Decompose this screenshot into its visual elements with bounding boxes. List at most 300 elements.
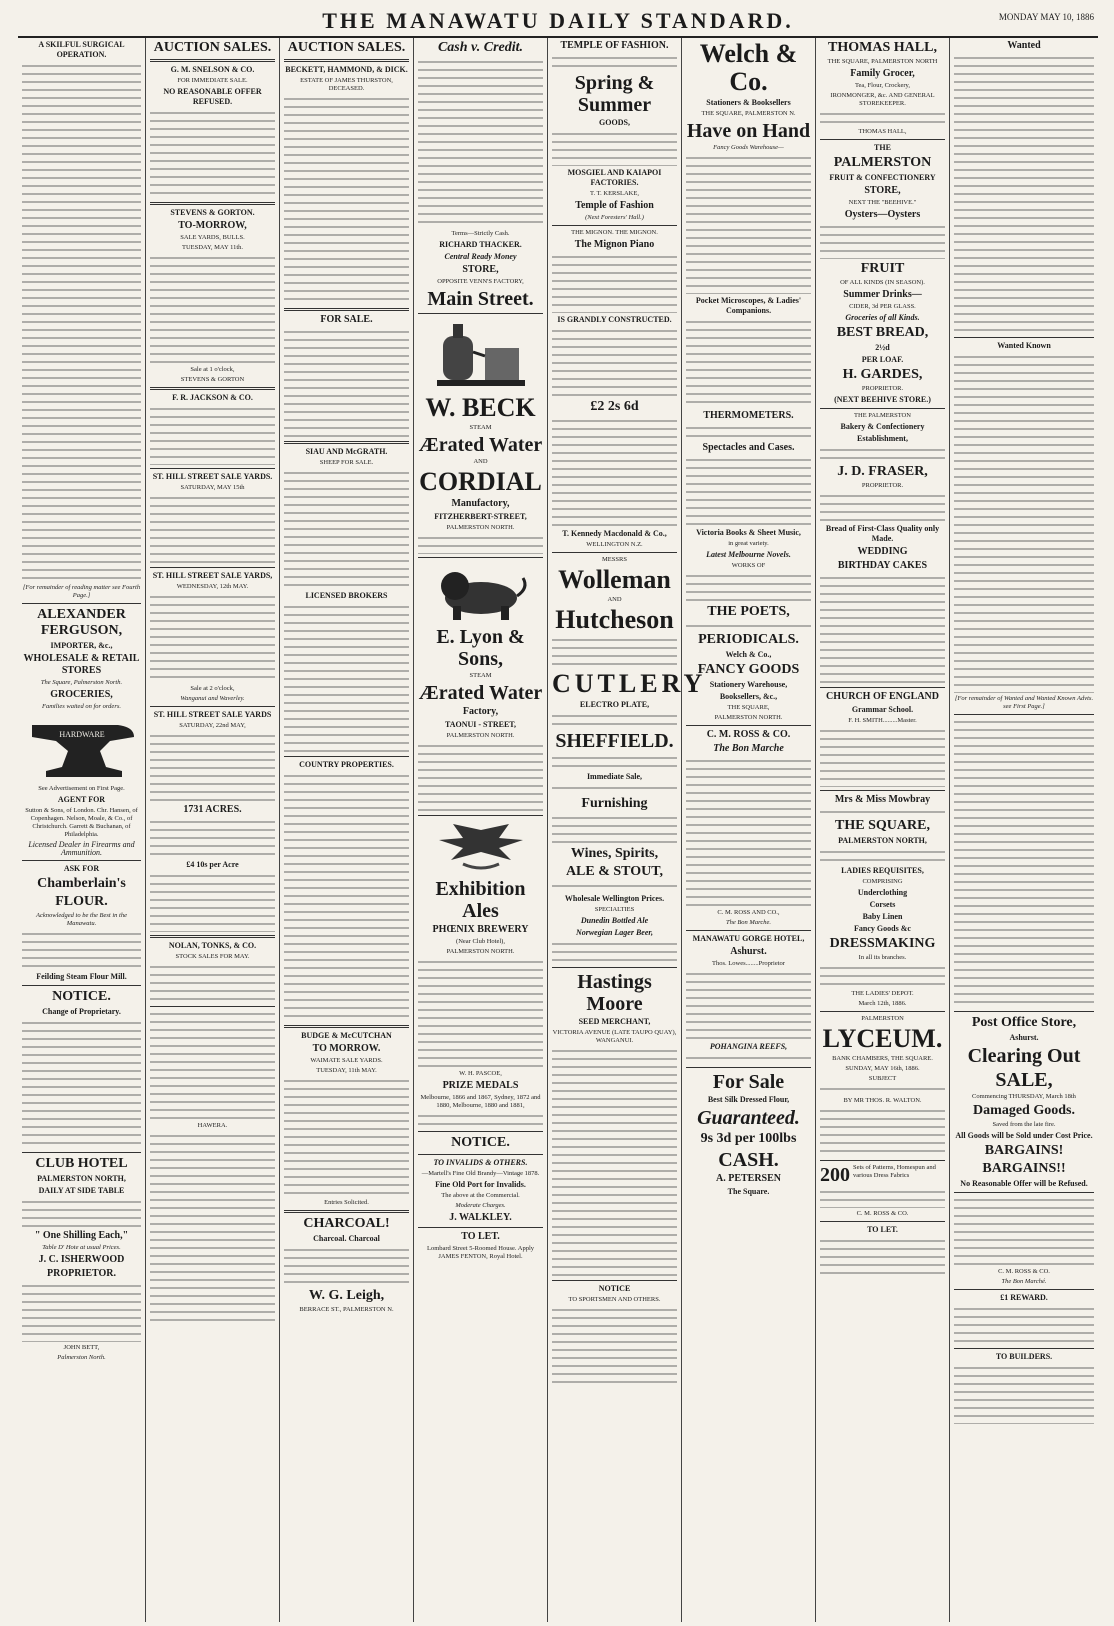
pocket-body-text [686, 318, 811, 408]
works-body-text [686, 572, 811, 602]
anvil-caption: See Advertisement on First Page. [38, 785, 125, 792]
cash-credit-body-text [418, 58, 543, 228]
specialties-body-text [552, 940, 677, 964]
beck-aerated: Ærated Water [418, 434, 543, 456]
pocket-microscopes: Pocket Microscopes, & Ladies' Companions. [695, 296, 802, 315]
ross-sets: C. M. ROSS & CO. [856, 1210, 909, 1217]
mowbray-square: THE SQUARE, [835, 818, 930, 833]
flour-heading: FLOUR. [55, 894, 108, 909]
to-builders: TO BUILDERS. [995, 1352, 1053, 1361]
stevens-gorton-heading: STEVENS & GORTON. [170, 208, 255, 217]
pohangina-body-text [686, 1054, 811, 1064]
tomorrow-heading: TO-MORROW, [178, 220, 247, 231]
wanted-body-text [954, 54, 1094, 334]
flour-sub: Acknowledged to be the Best in the Manawatu. [36, 912, 127, 927]
lyon-name: E. Lyon & Sons, [436, 626, 525, 670]
mignon-repeat: THE MIGNON. THE MIGNON. [571, 229, 658, 236]
furnishing-heading: Furnishing [581, 796, 648, 811]
damaged-goods: Damaged Goods. [973, 1103, 1075, 1118]
agent-list: Sutton & Sons, of London. Chr. Hansen, of Copenhagen. Nelson, Moale, & Co., of Christchurch. Garrett & Buchanan, of Philadelphia. [25, 807, 138, 838]
fancy-goods-warehouse: Fancy Goods Warehouse— [713, 144, 784, 151]
electro-body-text [552, 712, 677, 728]
spectacles-cases: Spectacles and Cases. [702, 442, 795, 453]
isherwood-name: J. C. ISHERWOOD [38, 1254, 125, 1265]
wanganui-waverley: Wanganui and Waverley. [180, 695, 245, 702]
stevens-signature: STEVENS & GORTON [180, 376, 245, 383]
norwegian-lager: Norwegian Lager Beer, [575, 928, 654, 937]
periodicals: PERIODICALS. [698, 632, 799, 647]
licensed-dealer: Licensed Dealer in Firearms and Ammunition. [28, 840, 135, 857]
wanted-known-heading: Wanted Known [997, 341, 1051, 350]
article-body-text [22, 62, 141, 582]
prize-body-text [418, 1112, 543, 1128]
chamberlain-name: Chamberlain's [37, 876, 126, 891]
ferguson-name: ALEXANDER FERGUSON, [37, 607, 126, 638]
st-hill-sale-yards-15: ST. HILL STREET SALE YARDS. [152, 472, 273, 481]
best-silk-flour: Best Silk Dressed Flour, [707, 1095, 790, 1104]
piano-body-text [552, 417, 677, 527]
saved-from-fire: Saved from the late fire. [992, 1121, 1056, 1128]
ask-for: ASK FOR [63, 864, 100, 873]
taonui-street: TAONUI - STREET, [444, 720, 517, 729]
announcements-body-text [954, 718, 1094, 1008]
budge-body-text [284, 1077, 409, 1197]
hall-square: THE SQUARE, PALMERSTON NORTH [827, 58, 938, 65]
the-heading: THE [874, 143, 891, 152]
fraser-proprietor: PROPRIETOR. [861, 482, 904, 489]
palmerston-heading: PALMERSTON [833, 155, 932, 170]
fruit-heading: FRUIT [860, 261, 905, 276]
budge-heading: BUDGE & McCUTCHAN [301, 1031, 392, 1040]
club-table: Table D' Hote at usual Prices. [42, 1244, 121, 1251]
sets-body-text [820, 1188, 945, 1208]
dressmaking: DRESSMAKING [829, 936, 936, 951]
thomas-hall-name: THOMAS HALL, [828, 40, 937, 55]
wines-spirits: Wines, Spirits, [570, 846, 659, 861]
bottom-address: Palmerston North. [57, 1354, 106, 1361]
grocer-sub: Tea, Flour, Crockery, [855, 82, 910, 89]
nolan-body-text [150, 963, 275, 1003]
fine-old-port: Fine Old Port for Invalids. [435, 1180, 526, 1189]
club-daily: DAILY AT SIDE TABLE [38, 1186, 125, 1195]
reward-body-text [954, 1305, 1094, 1345]
fitzherbert-street: FITZHERBERT-STREET, [434, 512, 527, 521]
for-sale-heading-2: For Sale [712, 1071, 785, 1093]
beck-steam: STEAM [469, 424, 492, 431]
wanted-known-body-text [954, 353, 1094, 693]
bon-marche: The Bon Marche [713, 743, 784, 754]
groceries-all-kinds: Groceries of all Kinds. [845, 313, 920, 322]
bakery-body-text [820, 446, 945, 462]
cash-heading: CASH. [718, 1149, 779, 1171]
welch-name-2: Welch & Co., [725, 650, 772, 659]
auction-sales-heading-2: AUCTION SALES. [287, 40, 406, 55]
gorge-body-text [686, 970, 811, 1040]
post-office-ashurst: Ashurst. [1009, 1033, 1039, 1042]
anvil-illustration [26, 715, 138, 781]
the-poets: THE POETS, [707, 604, 790, 619]
hall-body-text [820, 110, 945, 126]
siau-body-text-2 [284, 603, 409, 753]
thacker-name: RICHARD THACKER. [439, 240, 522, 249]
terms-cash: Terms—Strictly Cash. [451, 230, 510, 237]
wholesale-wellington: Wholesale Wellington Prices. [564, 894, 665, 903]
lyceum: LYCEUM. [822, 1024, 943, 1053]
to-invalids: TO INVALIDS & OTHERS. [433, 1158, 528, 1167]
ferguson-title: IMPORTER, &c., [50, 641, 113, 650]
goods-body-text [552, 130, 677, 166]
licensed-brokers: LICENSED BROKERS [305, 591, 388, 600]
temple-of-fashion-2: Temple of Fashion [575, 200, 654, 211]
welch-square: THE SQUARE, PALMERSTON N. [701, 110, 796, 117]
kerslake-name: T. T. KERSLAKE, [590, 190, 639, 197]
phoenix-bird-illustration [433, 820, 529, 874]
depot-date: March 12th, 1886. [858, 1000, 907, 1007]
booksellers: Booksellers, &c., [719, 692, 778, 701]
bargains-1: BARGAINS! [984, 1143, 1064, 1158]
masthead [18, 6, 1098, 38]
clearing-sale: SALE, [995, 1069, 1053, 1091]
lyon-pn: PALMERSTON NORTH. [446, 732, 515, 739]
sheffield-body-text [552, 754, 677, 770]
bon-marche-2: The Bon Marche. [725, 919, 772, 926]
fancy-goods-2: Fancy Goods &c [854, 924, 911, 933]
immediate-sale: Immediate Sale, [586, 772, 643, 781]
bread-first-class: Bread of First-Class Quality only Made. [825, 524, 940, 543]
stock-sales-may: STOCK SALES FOR MAY. [175, 953, 250, 960]
immediate-body-text [552, 784, 677, 794]
ladies-requisites: LADIES REQUISITES, [841, 866, 924, 875]
sets-count: 200 [820, 1164, 850, 1186]
dunedin-ale: Dunedin Bottled Ale [580, 916, 649, 925]
gorge-ashurst: Ashurst. [730, 946, 767, 957]
lyon-body-text [418, 742, 543, 812]
messrs: MESSRS [602, 556, 627, 563]
establishment: Establishment, [857, 434, 908, 443]
baby-linen: Baby Linen [862, 912, 903, 921]
grammar-body-text [820, 727, 945, 787]
isherwood-proprietor: PROPRIETOR. [47, 1268, 116, 1279]
pohangina-reefs: POHANGINA REEFS, [709, 1042, 788, 1051]
thermometers-body-text [686, 424, 811, 440]
ross-bottom: C. M. ROSS & CO. [998, 1268, 1050, 1275]
leigh-address: BERRACE ST., PALMERSTON N. [299, 1306, 394, 1313]
specialties: SPECIALTIES [594, 906, 635, 913]
poets-body-text [686, 622, 811, 630]
cakes-body-text [820, 574, 945, 684]
to-let-body-text [820, 1237, 945, 1277]
phoenix-body-text [418, 958, 543, 1068]
temple-of-fashion-heading: TEMPLE OF FASHION. [560, 40, 669, 51]
sets-text: Sets of Patterns, Homespun and various Dress Fabrics [853, 1164, 936, 1179]
grandly-constructed: IS GRANDLY CONSTRUCTED. [557, 315, 672, 324]
fruit-confectionery: FRUIT & CONFECTIONERY [829, 173, 936, 182]
bank-chambers: BANK CHAMBERS, THE SQUARE. [832, 1055, 933, 1062]
club-body-text [22, 1198, 141, 1228]
palmerston-3: PALMERSTON [861, 1015, 904, 1022]
lyon-aerated: Ærated Water [418, 682, 543, 704]
latest-novels: Latest Melbourne Novels. [706, 550, 791, 559]
groceries-sub: Families waited on for orders. [41, 703, 122, 710]
page-columns [18, 38, 1098, 1622]
newspaper-title: THE MANAWATU DAILY STANDARD. [322, 8, 794, 33]
to-let-heading: TO LET. [461, 1231, 500, 1242]
prize-list: Melbourne, 1866 and 1867, Sydney, 1872 and 1880, Melbourne, 1880 and 1881, [420, 1094, 541, 1109]
seed-merchant: SEED MERCHANT, [578, 1017, 651, 1026]
in-all-branches: In all its branches. [858, 954, 907, 961]
change-of-proprietary: Change of Proprietary. [42, 1007, 121, 1016]
country-body-text [284, 772, 409, 1022]
sheep-for-sale: SHEEP FOR SALE. [319, 459, 374, 466]
kennedy-wellington: WELLINGTON N.Z. [586, 541, 643, 548]
bakery: Bakery & Confectionery [840, 422, 925, 431]
acres-body-text-2 [150, 872, 275, 932]
post-office-store: Post Office Store, [971, 1015, 1077, 1030]
wednesday-12: WEDNESDAY, 12th MAY. [176, 583, 249, 590]
for-immediate-sale: FOR IMMEDIATE SALE. [177, 77, 248, 84]
beckett-heading: BECKETT, HAMMOND, & DICK. [285, 65, 408, 74]
to-sportsmen: TO SPORTSMEN AND OTHERS. [568, 1296, 661, 1303]
smith-master: F. H. SMITH.........Master. [848, 717, 917, 724]
hastings-body-text [552, 1047, 677, 1277]
charcoal-sub: Charcoal. Charcoal [313, 1234, 380, 1243]
next-beehive: NEXT THE "BEEHIVE." [848, 199, 917, 206]
birthday-cakes: BIRTHDAY CAKES [837, 560, 928, 571]
acres-body-text [150, 818, 275, 858]
st-hill-sale-yards-22: ST. HILL STREET SALE YARDS [153, 710, 272, 719]
gardes-name: H. GARDES, [842, 367, 923, 382]
sunday-date: SUNDAY, MAY 16th, 1886. [845, 1065, 920, 1072]
no-reasonable-offer-2: No Reasonable Offer will be Refused. [960, 1179, 1088, 1188]
ferguson-address: The Square, Palmerston North. [40, 679, 123, 686]
mowbray-body-text [820, 808, 945, 816]
column-4 [414, 38, 548, 1622]
fruit-all-kinds: OF ALL KINDS (IN SEASON). [840, 279, 925, 286]
fancy-goods: FANCY GOODS [697, 662, 800, 677]
comprising: COMPRISING [862, 878, 903, 885]
petersen-square: The Square. [727, 1187, 770, 1196]
prize-medals: PRIZE MEDALS [442, 1080, 519, 1091]
palmerston-2: THE PALMERSTON [854, 412, 911, 419]
main-street: Main Street. [427, 288, 534, 310]
siau-body-text [284, 469, 409, 589]
estate-heading: ESTATE OF JAMES THURSTON, DECEASED. [300, 77, 393, 92]
sportsmen-body-text [552, 1306, 677, 1386]
subject: SUBJECT [868, 1075, 897, 1082]
fruit-store: STORE, [864, 185, 901, 196]
cordial-machine-illustration [433, 318, 529, 390]
pascoe-name: W. H. PASCOE, [459, 1070, 502, 1077]
commercial-note: The above at the Commercial. [441, 1192, 520, 1199]
mowbray-body-text-2 [820, 848, 945, 864]
flour-body-text [22, 930, 141, 970]
oysters-body-text [820, 223, 945, 259]
nolan-heading: NOLAN, TONKS, & CO. [168, 941, 257, 950]
stationery-warehouse: Stationery Warehouse, [709, 680, 788, 689]
beck-name: W. BECK [425, 393, 536, 422]
hall-signature: THOMAS HALL, [858, 128, 907, 135]
st-hill-sale-yards-12: ST. HILL STREET SALE YARDS, [152, 571, 273, 580]
wolleman-name: Wolleman [558, 565, 671, 594]
great-variety: in great variety. [728, 540, 769, 547]
notice-body-text [22, 1019, 141, 1149]
sale-1-oclock: Sale at 1 o'clock, [190, 366, 235, 373]
st-hill-12-body-text [150, 593, 275, 683]
jackson-heading: F. R. JACKSON & CO. [172, 393, 253, 402]
beck-and: AND [473, 458, 488, 465]
issue-date: MONDAY MAY 10, 1886 [998, 12, 1094, 22]
thermometers: THERMOMETERS. [703, 410, 794, 421]
builders-body-text [954, 1364, 1094, 1424]
budge-tomorrow: TO MORROW. [312, 1043, 381, 1054]
beck-body-text [418, 534, 543, 554]
mowbray-pn: PALMERSTON NORTH, [838, 836, 927, 845]
beck-manufactory: Manufactory, [451, 498, 510, 509]
welch-name: Welch & Co. [699, 39, 798, 96]
temple-body-text [552, 54, 677, 70]
wanted-note: [For remainder of Wanted and Wanted Known Advts. see First Page.] [954, 695, 1094, 710]
commencing: Commencing THURSDAY, March 18th [972, 1093, 1076, 1100]
bon-marche-bottom: The Bon Marché. [1001, 1278, 1047, 1285]
goods-heading: GOODS, [599, 118, 630, 127]
spring-summer: Spring & Summer [574, 72, 655, 116]
entries-solicited: Entries Solicited. [324, 1199, 369, 1206]
cutlery-heading: CUTLERY [552, 669, 707, 698]
chamberlain-mill: Feilding Steam Flour Mill. [36, 972, 127, 981]
guaranteed: Guaranteed. [697, 1107, 800, 1129]
snelson-body-text [150, 109, 275, 199]
dressmaking-body-text [820, 964, 945, 988]
electro-plate: ELECTRO PLATE, [579, 700, 650, 709]
column-6 [682, 38, 816, 1622]
beck-pn: PALMERSTON NORTH. [446, 524, 515, 531]
club-hotel-name: CLUB HOTEL [35, 1156, 128, 1171]
column-1 [18, 38, 146, 1622]
mignon-body-text [552, 253, 677, 313]
exhibition-ales: Exhibition Ales [435, 878, 526, 922]
welch-square-2: THE SQUARE, [727, 704, 770, 711]
no-reasonable-offer: NO REASONABLE OFFER REFUSED. [163, 87, 262, 106]
for-sale-heading: FOR SALE. [320, 314, 373, 325]
ross-body-text [686, 757, 811, 907]
near-club-hotel: (Near Club Hotel), [456, 938, 505, 945]
corsets: Corsets [869, 900, 896, 909]
gardes-proprietor: PROPRIETOR. [861, 385, 904, 392]
jackson-body-text [150, 405, 275, 465]
wolleman-body-text [552, 636, 677, 668]
ross-name: C. M. ROSS & CO. [706, 729, 791, 740]
nolan-body-text-3 [150, 1132, 275, 1322]
budge-tuesday: TUESDAY, 11th MAY. [316, 1067, 377, 1074]
sheffield-heading: SHEFFIELD. [555, 730, 674, 752]
for-sale-body-text [284, 328, 409, 438]
price-per-acre: £4 10s per Acre [186, 860, 239, 869]
bottom-name: JOHN BETT, [63, 1344, 100, 1351]
piano-price: £2 2s 6d [590, 399, 639, 414]
column-8 [950, 38, 1098, 1622]
reward: £1 REWARD. [1000, 1293, 1048, 1302]
all-goods-sold: All Goods will be Sold under Cost Price. [955, 1131, 1093, 1140]
ladies-depot: THE LADIES' DEPOT. [851, 990, 914, 997]
clothing-body-text [954, 1196, 1094, 1266]
reading-matter-note: [For remainder of reading matter see Fourth Page.] [22, 584, 141, 599]
nolan-body-text-2 [150, 1010, 275, 1120]
saturday-15: SATURDAY, MAY 15th [180, 484, 245, 491]
kennedy-name: T. Kennedy Macdonald & Co., [562, 529, 667, 538]
subject-body-text [820, 1085, 945, 1095]
works-of: WORKS OF [731, 562, 766, 569]
lyon-factory: Factory, [462, 706, 499, 717]
club-one-shilling: " One Shilling Each," [34, 1230, 129, 1241]
charcoal-heading: CHARCOAL! [303, 1216, 390, 1231]
lyon-steam: STEAM [469, 672, 492, 679]
flour-price: 9s 3d per 100lbs [700, 1131, 797, 1146]
cash-credit-heading: Cash v. Credit. [437, 40, 524, 55]
victoria-books: Victoria Books & Sheet Music, [696, 528, 801, 537]
lyceum-body-text [820, 1107, 945, 1157]
stationers-booksellers: Stationers & Booksellers [706, 98, 791, 107]
column-5 [548, 38, 707, 1622]
wolleman-and: AND [607, 596, 622, 603]
country-properties: COUNTRY PROPERTIES. [299, 760, 394, 769]
agent-heading: AGENT FOR [57, 795, 106, 804]
ale-stout: ALE & STOUT, [565, 864, 664, 879]
auction-sales-heading: AUCTION SALES. [153, 40, 272, 55]
stevens-body-text [150, 254, 275, 364]
mignon-piano: The Mignon Piano [574, 239, 655, 250]
fraser-name: J. D. FRASER, [837, 464, 928, 479]
sale-yards-bulls: SALE YARDS, BULLS. [180, 234, 245, 241]
oysters: Oysters—Oysters [844, 209, 921, 220]
column-3 [280, 38, 414, 1622]
bargains-2: BARGAINS!! [982, 1161, 1066, 1176]
wedding: WEDDING [857, 546, 908, 557]
welch-body-text [686, 154, 811, 294]
column-7 [816, 38, 950, 1622]
next-beehive-store: (NEXT BEEHIVE STORE.) [834, 395, 931, 404]
mowbray-name: Mrs & Miss Mowbray [834, 794, 931, 805]
beck-cordial: CORDIAL [419, 467, 542, 496]
church-of-england: CHURCH OF ENGLAND [826, 691, 939, 702]
cider-price: CIDER, 3d PER GLASS. [849, 303, 916, 310]
phoenix-brewery: PHŒNIX BREWERY [432, 924, 529, 935]
ross-name-2: C. M. ROSS AND CO., [717, 909, 780, 916]
leigh-name: W. G. Leigh, [308, 1288, 385, 1303]
to-let-body: Lombard Street 5-Roomed House. Apply JAMES FENTON, Royal Hotel. [426, 1245, 535, 1260]
moderate-charges: Moderate Charges. [455, 1202, 506, 1209]
manawatu-gorge-hotel: MANAWATU GORGE HOTEL, [692, 934, 805, 943]
have-on-hand: Have on Hand [686, 120, 811, 142]
best-bread: BEST BREAD, [836, 325, 929, 340]
wanted-heading: Wanted [1007, 40, 1041, 51]
st-hill-22-body-text [150, 732, 275, 802]
spectacles-body-text [686, 456, 811, 526]
phoenix-pn: PALMERSTON NORTH. [446, 948, 515, 955]
next-foresters-hall: (Next Foresters' Hall.) [585, 214, 644, 221]
waimate-sale-yards: WAIMATE SALE YARDS. [310, 1057, 383, 1064]
petersen-name: A. PETERSEN [715, 1173, 781, 1184]
hutcheson-name: Hutcheson [555, 605, 674, 634]
nolan-hawera: HAWERA. [197, 1122, 228, 1129]
column-2 [146, 38, 280, 1622]
lion-illustration [433, 562, 529, 622]
ironmonger: IRONMONGER, &c. AND GENERAL STOREKEEPER. [830, 92, 935, 107]
tuesday-11: TUESDAY, MAY 11th. [181, 244, 244, 251]
bottom-body-text [22, 1282, 141, 1342]
per-loaf: PER LOAF. [861, 355, 904, 364]
notice-heading-2: NOTICE. [451, 1135, 510, 1150]
sets-block [820, 1164, 945, 1186]
